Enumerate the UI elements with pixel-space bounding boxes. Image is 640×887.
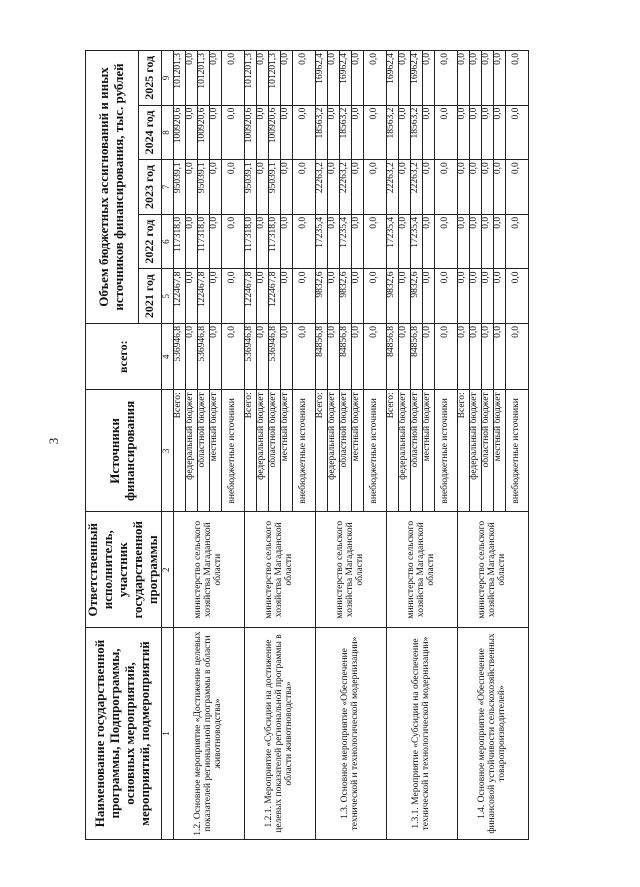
value-year: 0,0: [351, 214, 363, 269]
value-year: 0,0: [209, 269, 221, 324]
value-year: 0,0: [256, 51, 268, 106]
column-number: 6: [161, 214, 173, 269]
column-number: 1: [161, 628, 173, 840]
value-year: 0,0: [469, 214, 481, 269]
value-year: 0,0: [363, 51, 386, 106]
value-year: 9832,6: [410, 269, 422, 324]
table-row: [315, 51, 327, 840]
funding-source-extra: внебюджетные источники: [221, 390, 244, 512]
value-year: 0,0: [481, 105, 493, 160]
value-year: 0,0: [398, 214, 410, 269]
value-year: 0,0: [457, 160, 469, 215]
value-year: 101201,3: [173, 51, 185, 106]
funding-source-total: Всего:: [386, 390, 398, 512]
value-year: 101201,3: [268, 51, 280, 106]
funding-source-local: местный бюджет: [280, 390, 292, 512]
value-year: 117318,0: [244, 214, 256, 269]
header-total: всего:: [86, 324, 162, 390]
value-year: 17235,4: [410, 214, 422, 269]
funding-source-regional: областной бюджет: [197, 390, 209, 512]
column-number: 4: [161, 324, 173, 390]
funding-source-federal: федеральный бюджет: [327, 390, 339, 512]
value-total: 0,0: [280, 324, 292, 390]
value-year: 0,0: [505, 160, 528, 215]
value-total: 536946,8: [173, 324, 185, 390]
value-year: 0,0: [434, 105, 457, 160]
measure-name: 1.3.1. Мероприятие «Субсидии на обеспечение технической и технологической модернизации»: [386, 628, 457, 840]
value-year: 122467,8: [244, 269, 256, 324]
value-year: 0,0: [481, 269, 493, 324]
value-total: 0,0: [505, 324, 528, 390]
executor-name: министерство сельского хозяйства Магаданской области: [457, 512, 528, 628]
funding-source-extra: внебюджетные источники: [363, 390, 386, 512]
funding-source-regional: областной бюджет: [410, 390, 422, 512]
value-year: 0,0: [327, 105, 339, 160]
value-year: 0,0: [351, 269, 363, 324]
value-year: 95039,1: [268, 160, 280, 215]
funding-source-total: Всего:: [457, 390, 469, 512]
funding-source-regional: областной бюджет: [481, 390, 493, 512]
value-year: 122467,8: [268, 269, 280, 324]
value-year: 18563,2: [339, 105, 351, 160]
value-year: 0,0: [505, 269, 528, 324]
value-year: 0,0: [209, 214, 221, 269]
funding-source-local: местный бюджет: [493, 390, 505, 512]
value-total: 0,0: [434, 324, 457, 390]
value-total: 536946,8: [268, 324, 280, 390]
column-number: 5: [161, 269, 173, 324]
value-year: 9832,6: [386, 269, 398, 324]
value-year: 100920,6: [268, 105, 280, 160]
value-year: 22263,2: [386, 160, 398, 215]
value-year: 0,0: [422, 214, 434, 269]
value-year: 0,0: [493, 160, 505, 215]
value-year: 0,0: [398, 269, 410, 324]
value-year: 0,0: [256, 269, 268, 324]
value-total: 0,0: [398, 324, 410, 390]
value-year: 95039,1: [197, 160, 209, 215]
value-year: 17235,4: [315, 214, 327, 269]
value-total: 0,0: [209, 324, 221, 390]
funding-source-local: местный бюджет: [351, 390, 363, 512]
value-year: 0,0: [185, 160, 197, 215]
funding-source-regional: областной бюджет: [339, 390, 351, 512]
value-year: 0,0: [256, 160, 268, 215]
value-year: 18563,2: [386, 105, 398, 160]
value-year: 0,0: [457, 214, 469, 269]
value-year: 0,0: [209, 105, 221, 160]
value-year: 0,0: [221, 105, 244, 160]
value-year: 0,0: [327, 269, 339, 324]
header-program-name: Наименование государственной программы, Подпрограммы, основных мероприятий, мероприятий, подмероприятий: [86, 628, 162, 840]
measure-name: 1.3. Основное мероприятие «Обеспечение технической и технологической модернизации»: [315, 628, 386, 840]
value-year: 95039,1: [173, 160, 185, 215]
value-year: 9832,6: [315, 269, 327, 324]
value-year: 0,0: [469, 51, 481, 106]
value-total: 0,0: [327, 324, 339, 390]
value-year: 122467,8: [197, 269, 209, 324]
value-year: 0,0: [363, 269, 386, 324]
value-year: 0,0: [280, 214, 292, 269]
value-total: 0,0: [363, 324, 386, 390]
value-year: 0,0: [292, 214, 315, 269]
value-year: 0,0: [493, 214, 505, 269]
header-budget-group: Объем бюджетных ассигнований и иных источников финансирования, тыс. рублей: [86, 51, 139, 324]
value-year: 0,0: [493, 105, 505, 160]
measure-name: 1.4. Основное мероприятие «Обеспечение финансовой устойчивости сельскохозяйственных товаропроизводителей»: [457, 628, 528, 840]
value-year: 0,0: [363, 105, 386, 160]
funding-source-extra: внебюджетные источники: [292, 390, 315, 512]
value-year: 16962,4: [339, 51, 351, 106]
value-year: 0,0: [398, 51, 410, 106]
value-year: 101201,3: [197, 51, 209, 106]
value-year: 95039,1: [244, 160, 256, 215]
value-total: 84856,8: [339, 324, 351, 390]
header-year-2025: 2025 год: [138, 51, 161, 106]
table-row: [244, 51, 256, 840]
value-year: 0,0: [469, 160, 481, 215]
value-year: 0,0: [327, 214, 339, 269]
value-year: 0,0: [481, 51, 493, 106]
value-year: 0,0: [292, 51, 315, 106]
executor-name: министерство сельского хозяйства Магаданской области: [386, 512, 457, 628]
value-year: 117318,0: [268, 214, 280, 269]
value-year: 0,0: [292, 269, 315, 324]
value-year: 0,0: [493, 269, 505, 324]
value-year: 0,0: [185, 269, 197, 324]
value-year: 117318,0: [173, 214, 185, 269]
value-year: 16962,4: [410, 51, 422, 106]
value-year: 117318,0: [197, 214, 209, 269]
funding-source-federal: федеральный бюджет: [256, 390, 268, 512]
value-year: 0,0: [493, 51, 505, 106]
value-year: 0,0: [256, 214, 268, 269]
executor-name: министерство сельского хозяйства Магаданской области: [315, 512, 386, 628]
value-year: 100920,6: [173, 105, 185, 160]
funding-source-local: местный бюджет: [209, 390, 221, 512]
table-row: [386, 51, 398, 840]
table-row: [457, 51, 469, 840]
value-year: 0,0: [185, 105, 197, 160]
funding-source-extra: внебюджетные источники: [434, 390, 457, 512]
table-body: [173, 51, 528, 840]
header-executor: Ответственный исполнитель, участник государственной программы: [86, 512, 162, 628]
value-year: 0,0: [457, 105, 469, 160]
funding-source-total: Всего:: [315, 390, 327, 512]
value-year: 0,0: [327, 160, 339, 215]
value-year: 16962,4: [386, 51, 398, 106]
value-year: 0,0: [469, 105, 481, 160]
value-total: 0,0: [292, 324, 315, 390]
value-year: 18563,2: [410, 105, 422, 160]
value-year: 0,0: [434, 214, 457, 269]
value-year: 9832,6: [339, 269, 351, 324]
funding-source-federal: федеральный бюджет: [398, 390, 410, 512]
value-year: 0,0: [280, 105, 292, 160]
value-total: 0,0: [481, 324, 493, 390]
value-year: 122467,8: [173, 269, 185, 324]
value-year: 0,0: [185, 214, 197, 269]
value-year: 17235,4: [386, 214, 398, 269]
value-year: 0,0: [481, 214, 493, 269]
header-year-2024: 2024 год: [138, 105, 161, 160]
value-year: 0,0: [363, 160, 386, 215]
funding-source-regional: областной бюджет: [268, 390, 280, 512]
value-year: 0,0: [505, 51, 528, 106]
funding-source-federal: федеральный бюджет: [185, 390, 197, 512]
value-year: 0,0: [469, 269, 481, 324]
value-total: 0,0: [256, 324, 268, 390]
value-year: 22263,2: [410, 160, 422, 215]
value-year: 0,0: [185, 51, 197, 106]
value-year: 101201,3: [244, 51, 256, 106]
funding-source-federal: федеральный бюджет: [469, 390, 481, 512]
column-number: 7: [161, 160, 173, 215]
column-number: 3: [161, 390, 173, 512]
header-year-2022: 2022 год: [138, 214, 161, 269]
value-year: 0,0: [221, 214, 244, 269]
value-year: 0,0: [457, 269, 469, 324]
funding-source-local: местный бюджет: [422, 390, 434, 512]
funding-source-total: Всего:: [173, 390, 185, 512]
value-year: 0,0: [351, 160, 363, 215]
value-year: 0,0: [280, 160, 292, 215]
value-year: 0,0: [398, 160, 410, 215]
value-total: 0,0: [422, 324, 434, 390]
value-year: 0,0: [434, 51, 457, 106]
value-year: 22263,2: [315, 160, 327, 215]
value-year: 0,0: [481, 160, 493, 215]
value-total: 536946,8: [244, 324, 256, 390]
value-total: 536946,8: [197, 324, 209, 390]
value-year: 0,0: [209, 160, 221, 215]
value-year: 0,0: [422, 269, 434, 324]
value-total: 84856,8: [410, 324, 422, 390]
header-funding-source: Источники финансирования: [86, 390, 162, 512]
rotated-table-container: [85, 50, 640, 840]
value-total: 0,0: [351, 324, 363, 390]
funding-source-extra: внебюджетные источники: [505, 390, 528, 512]
value-total: 0,0: [457, 324, 469, 390]
budget-allocation-table: [85, 50, 529, 840]
funding-source-total: Всего:: [244, 390, 256, 512]
measure-name: 1.2.1. Мероприятие «Субсидии на достижение целевых показателей региональной программы в области животноводства»: [244, 628, 315, 840]
column-number: 9: [161, 51, 173, 106]
value-year: 0,0: [292, 105, 315, 160]
value-year: 0,0: [280, 269, 292, 324]
value-year: 0,0: [221, 160, 244, 215]
column-number: 8: [161, 105, 173, 160]
value-total: 0,0: [469, 324, 481, 390]
header-year-2023: 2023 год: [138, 160, 161, 215]
value-year: 0,0: [434, 160, 457, 215]
header-year-2021: 2021 год: [138, 269, 161, 324]
value-year: 16962,4: [315, 51, 327, 106]
value-year: 0,0: [422, 160, 434, 215]
value-year: 0,0: [398, 105, 410, 160]
value-year: 22263,2: [339, 160, 351, 215]
column-number: 2: [161, 512, 173, 628]
value-year: 0,0: [505, 105, 528, 160]
value-year: 17235,4: [339, 214, 351, 269]
value-year: 0,0: [422, 105, 434, 160]
value-year: 18563,2: [315, 105, 327, 160]
page-number: 3: [46, 437, 61, 445]
value-year: 0,0: [434, 269, 457, 324]
measure-name: 1.2. Основное мероприятие «Достижение целевых показателей региональной программы в области животноводства»: [173, 628, 244, 840]
value-year: 0,0: [256, 105, 268, 160]
value-year: 100920,6: [244, 105, 256, 160]
executor-name: министерство сельского хозяйства Магаданской области: [173, 512, 244, 628]
value-year: 0,0: [292, 160, 315, 215]
value-total: 0,0: [185, 324, 197, 390]
value-total: 0,0: [221, 324, 244, 390]
value-year: 0,0: [327, 51, 339, 106]
value-total: 0,0: [493, 324, 505, 390]
value-year: 0,0: [422, 51, 434, 106]
value-year: 0,0: [280, 51, 292, 106]
value-year: 0,0: [209, 51, 221, 106]
value-total: 84856,8: [386, 324, 398, 390]
executor-name: министерство сельского хозяйства Магаданской области: [244, 512, 315, 628]
table-row: [173, 51, 185, 840]
value-year: 0,0: [363, 214, 386, 269]
value-year: 0,0: [351, 105, 363, 160]
value-total: 84856,8: [315, 324, 327, 390]
value-year: 0,0: [457, 51, 469, 106]
value-year: 100920,6: [197, 105, 209, 160]
value-year: 0,0: [505, 214, 528, 269]
value-year: 0,0: [221, 51, 244, 106]
value-year: 0,0: [351, 51, 363, 106]
value-year: 0,0: [221, 269, 244, 324]
